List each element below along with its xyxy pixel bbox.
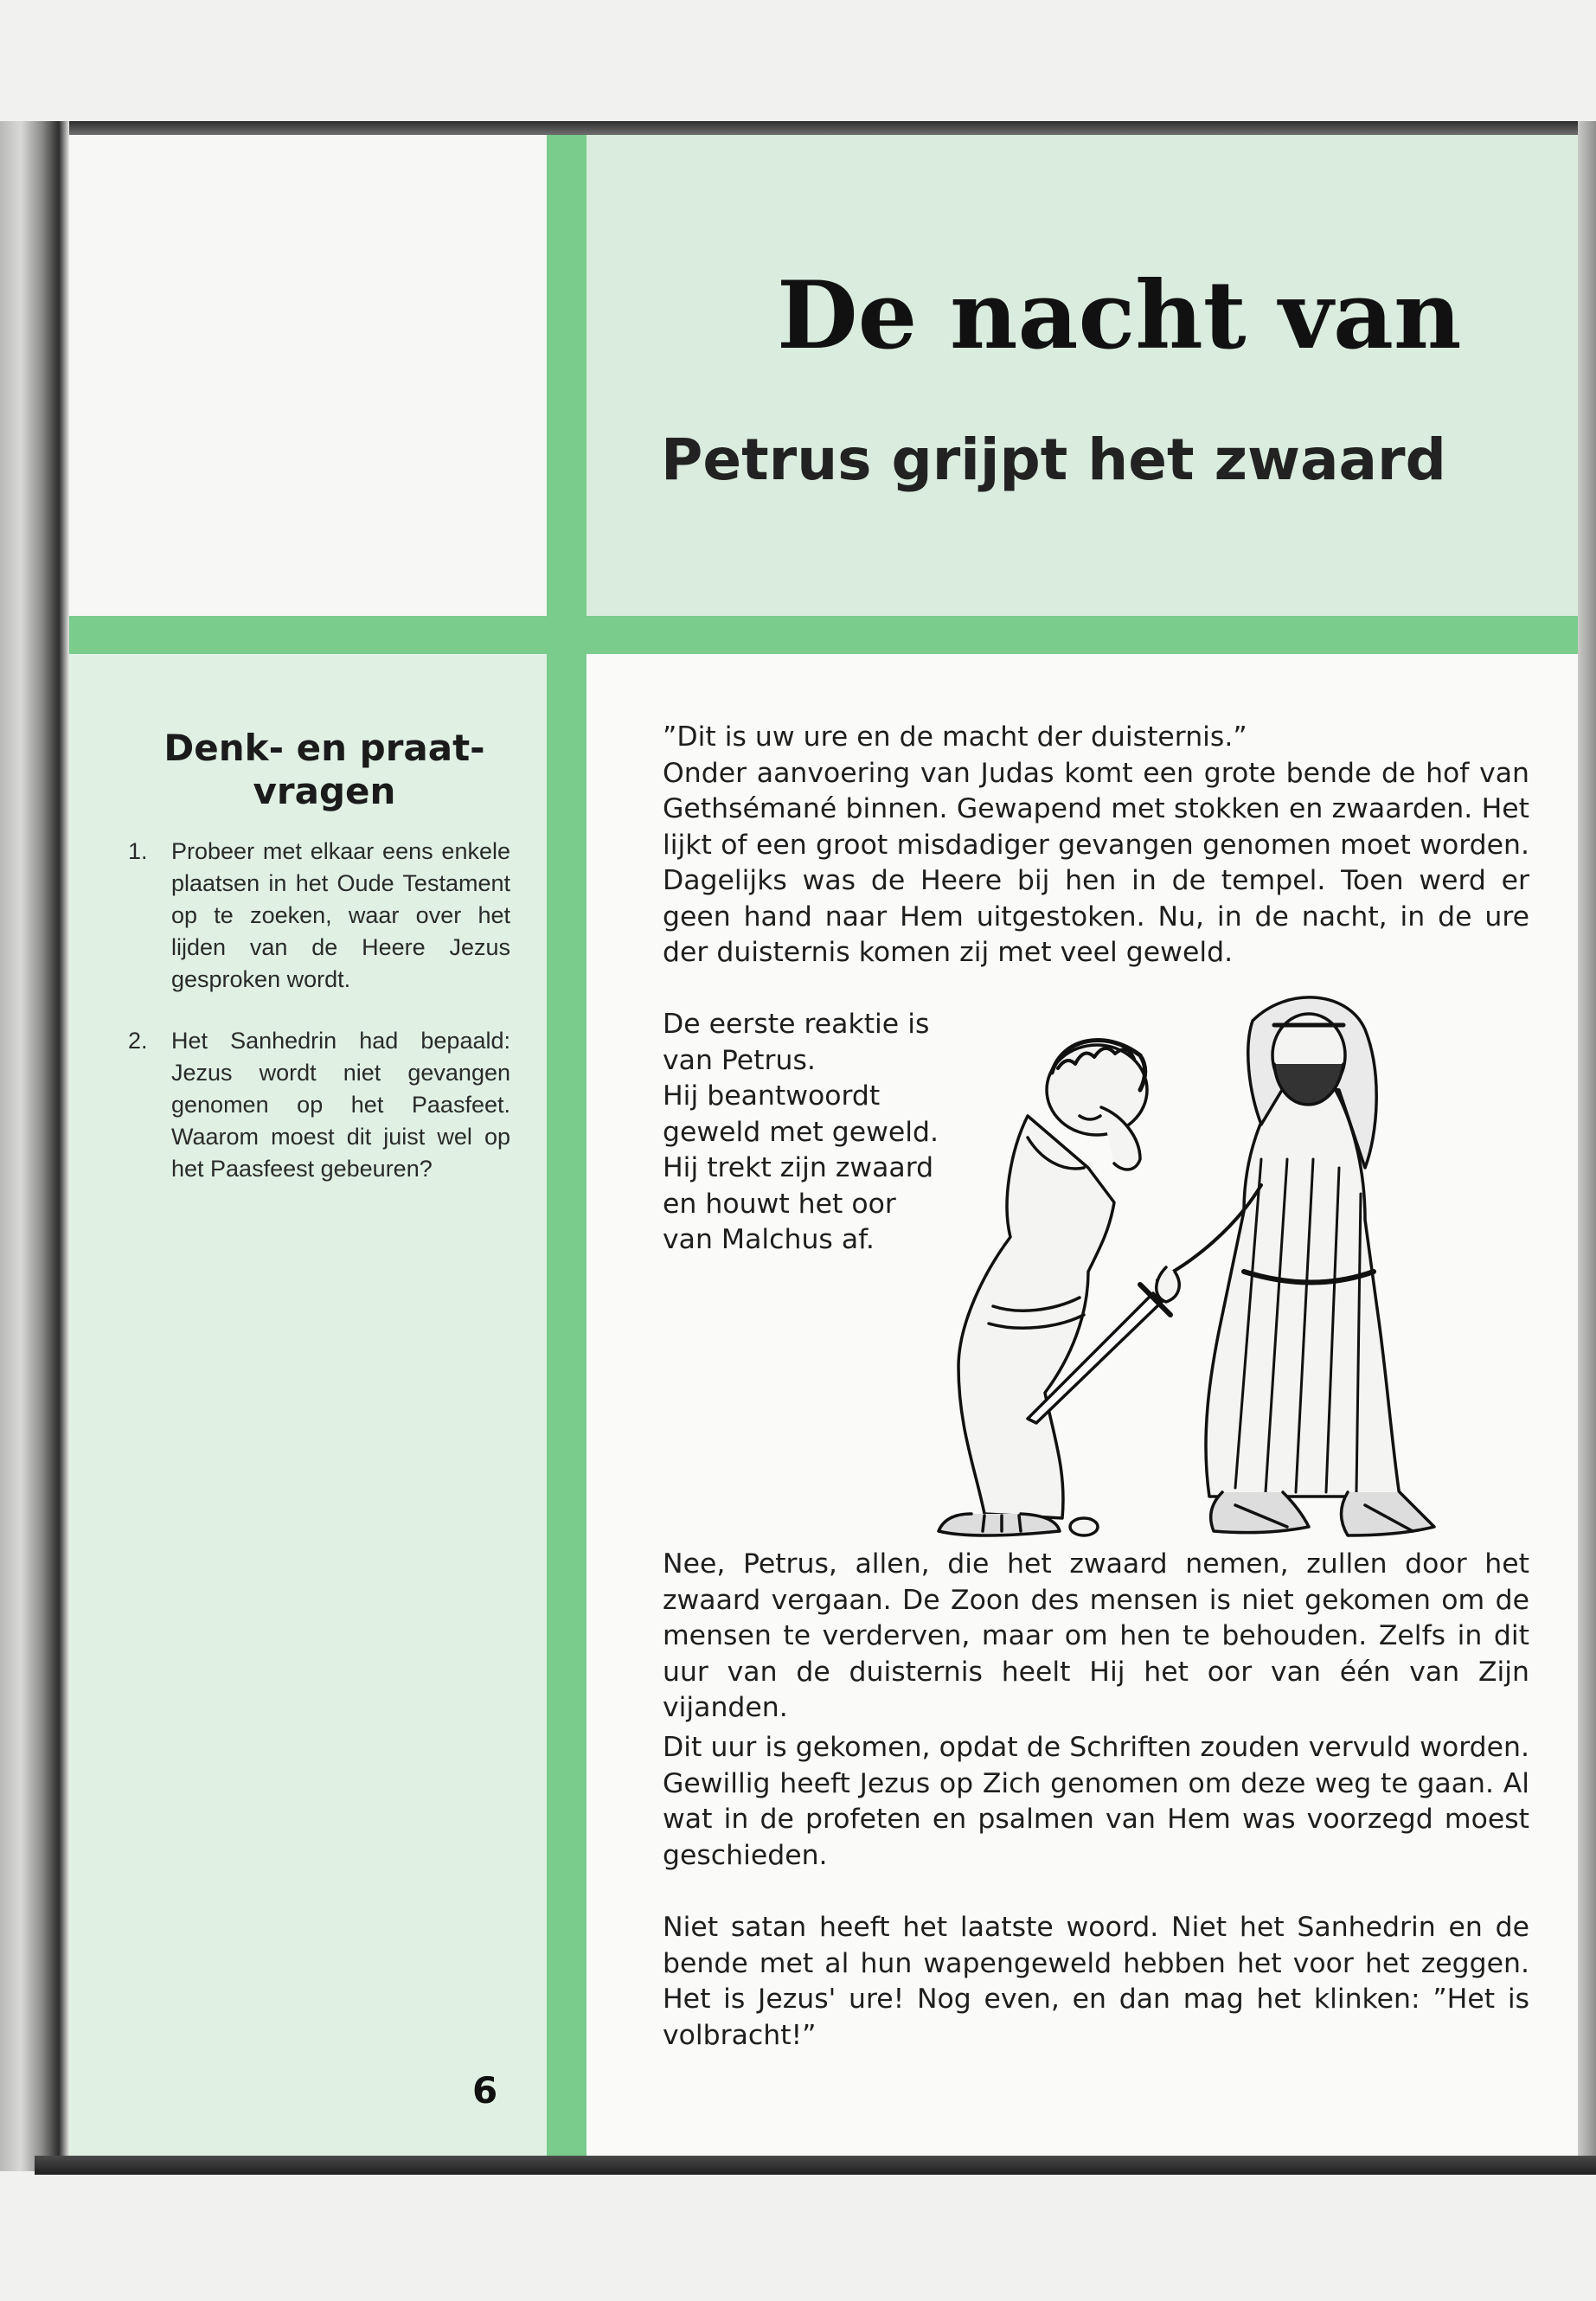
blank-corner-panel xyxy=(69,135,547,616)
sidebar-heading: Denk- en praat- vragen xyxy=(163,727,485,812)
question-text: Het Sanhedrin had bepaald: Jezus wordt niet gevangen genomen op het Paasfeet. Waarom moest dit juist wel op het Paasfeest gebeuren? xyxy=(171,1028,510,1182)
green-vertical-bar xyxy=(547,135,586,2156)
ear-on-ground xyxy=(1070,1518,1098,1535)
malchus-head xyxy=(1047,1045,1147,1135)
chapter-subtitle: Petrus grijpt het zwaard xyxy=(661,426,1446,493)
green-horizontal-bar xyxy=(69,616,1578,654)
page-number: 6 xyxy=(472,2069,498,2112)
body-paragraph: De eerste reaktie is van Petrus. Hij beantwoordt geweld met geweld. Hij trekt zijn zwaard en houwt het oor van Malchus af. xyxy=(663,1009,939,1255)
book-bottom-edge xyxy=(35,2156,1596,2175)
question-number: 2. xyxy=(128,1028,148,1054)
question-item xyxy=(121,836,510,996)
question-number: 1. xyxy=(128,838,148,864)
book-right-edge xyxy=(1578,121,1596,2175)
peter-sword-illustration xyxy=(881,986,1538,1557)
book-top-edge xyxy=(69,121,1596,135)
question-text: Probeer met elkaar eens enkele plaatsen in het Oude Testament op te zoeken, waar over het lijden van de Heere Jezus gesproken wordt. xyxy=(171,838,510,992)
question-item xyxy=(121,1025,510,1185)
malchus-figure xyxy=(958,1116,1114,1518)
book-spine xyxy=(0,121,69,2171)
header-panel xyxy=(586,135,1578,616)
body-paragraph: Niet satan heeft het laatste woord. Niet het Sanhedrin en de bende met al hun wapengeweld hebben het voor het zeggen. Het is Jezus' ure! Nog even, en dan mag het klinken: ”Het is volbracht!” xyxy=(663,1912,1529,2051)
question-list xyxy=(121,836,510,1215)
body-paragraph: Nee, Petrus, allen, die het zwaard nemen, zullen door het zwaard vergaan. De Zoon des mensen is niet gekomen om de mensen te verderven, maar om hen te behouden. Zelfs in dit uur van de duisternis heelt Hij het oor van één van Zijn vijanden. xyxy=(663,1548,1529,1723)
chapter-title: De nacht van xyxy=(777,261,1462,370)
body-paragraph: Dit uur is gekomen, opdat de Schriften zouden vervuld worden. Gewillig heeft Jezus op Zich genomen om deze weg te gaan. Al wat in de profeten en psalmen van Hem was voorzegd moest geschieden. xyxy=(663,1732,1529,1871)
body-paragraph: ”Dit is uw ure en de macht der duisternis.” Onder aanvoering van Judas komt een grote bende de hof van Gethsémané binnen. Gewapend met stokken en zwaarden. Het lijkt of een groot misdadiger gevangen genomen moet worden. Dagelijks was de Heere bij hen in de tempel. Toen werd er geen hand naar Hem uitgestoken. Nu, in de nacht, in de ure der duisternis komen zij met veel geweld. xyxy=(663,721,1529,968)
